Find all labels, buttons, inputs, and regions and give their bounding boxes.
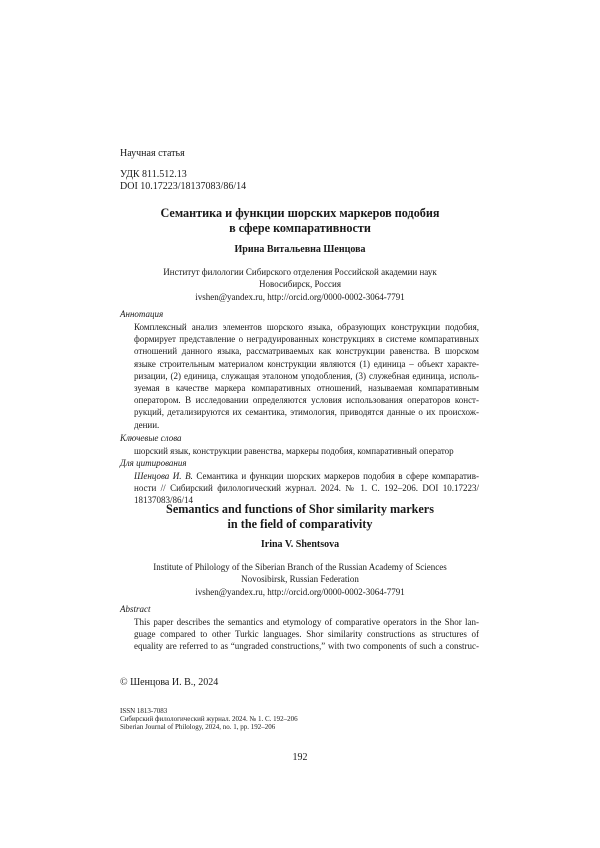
ru-abstract-line: отношений данного языка, рассматриваемых как конструкции равенства. В шорском <box>134 346 479 357</box>
ru-abstract-line: ризации, (2) единица, служащая эталоном уподобления, (3) служебная единица, исполь- <box>134 370 479 381</box>
en-abstract-line: This paper describes the semantics and etymology of comparative operators in the Shor lan- <box>134 617 479 627</box>
doi: DOI 10.17223/18137083/86/14 <box>120 181 247 192</box>
ru-abstract-label: Аннотация <box>120 309 164 319</box>
en-affiliation-line-1: Institute of Philology of the Siberian Branch of the Russian Academy of Sciences <box>153 562 447 572</box>
ru-author: Ирина Витальевна Шенцова <box>234 244 366 255</box>
ru-citation-label: Для цитирования <box>120 458 187 468</box>
ru-citation-line <box>134 470 479 482</box>
en-abstract-line: guage compared to other Turkic languages. Shor similarity constructions as structures of <box>134 629 479 640</box>
ru-affiliation-line-2: Новосибирск, Россия <box>259 279 341 289</box>
udc-code: УДК 811.512.13 <box>120 169 187 180</box>
ru-title-line-1: Семантика и функции шорских маркеров подобия <box>160 206 440 220</box>
ru-citation-text: Семантика и функции шорских маркеров подобия в сфере компаратив- <box>196 471 479 481</box>
ru-keywords-label: Ключевые слова <box>120 433 182 443</box>
ru-abstract-line: рукций, детализируются их семантика, этимология, приводятся данные о их происхож- <box>134 407 479 418</box>
ru-abstract-line: оператором. В исследовании определяются условия использования операторов конст- <box>134 395 479 406</box>
ru-affiliation-line-1: Институт филологии Сибирского отделения Российской академии наук <box>163 267 437 277</box>
ru-abstract-line: Комплексный анализ элементов шорского языка, образующих конструкции подобия, <box>134 322 479 332</box>
ru-abstract-line: формирует представление о неградуированных конструкциях в системе компаративных <box>134 334 479 345</box>
copyright: © Шенцова И. В., 2024 <box>120 677 219 688</box>
journal-ru: Сибирский филологический журнал. 2024. № 1. С. 192–206 <box>120 715 298 723</box>
en-abstract-label: Abstract <box>120 604 151 614</box>
en-contacts: ivshen@yandex.ru, http://orcid.org/0000-0002-3064-7791 <box>195 587 405 597</box>
journal-en: Siberian Journal of Philology, 2024, no. 1, pp. 192–206 <box>120 723 276 731</box>
ru-abstract <box>134 321 479 431</box>
ru-citation-line: 18137083/86/14 <box>134 495 194 506</box>
en-author: Irina V. Shentsova <box>260 539 340 550</box>
ru-abstract-line: зуемая в качестве маркера компаративных отношений, называемая компаративным <box>134 382 479 393</box>
ru-citation-line: ности // Сибирский филологический журнал. 2024. № 1. С. 192–206. DOI 10.17223/ <box>134 483 479 494</box>
ru-citation-author: Шенцова И. В. <box>134 471 193 481</box>
article-type: Научная статья <box>120 148 185 159</box>
page-number: 192 <box>292 752 308 763</box>
ru-contacts: ivshen@yandex.ru, http://orcid.org/0000-0002-3064-7791 <box>195 292 405 302</box>
issn: ISSN 1813-7083 <box>120 707 168 715</box>
en-affiliation-line-2: Novosibirsk, Russian Federation <box>241 574 359 584</box>
en-abstract-line: equality are referred to as “ungraded constructions,” with two components of such a construc- <box>134 641 479 652</box>
ru-abstract-line: языке строительным материалом конструкции являются (1) единица – объект характе- <box>134 358 479 369</box>
ru-abstract-line: дении. <box>134 419 160 430</box>
en-abstract <box>134 616 479 653</box>
ru-title-line-2: в сфере компаративности <box>229 221 371 235</box>
ru-keywords: шорский язык, конструкции равенства, маркеры подобия, компаративный оператор <box>134 446 454 456</box>
en-title-line-2: in the field of comparativity <box>227 517 373 531</box>
en-title-line-1: Semantics and functions of Shor similarity markers <box>166 502 434 516</box>
